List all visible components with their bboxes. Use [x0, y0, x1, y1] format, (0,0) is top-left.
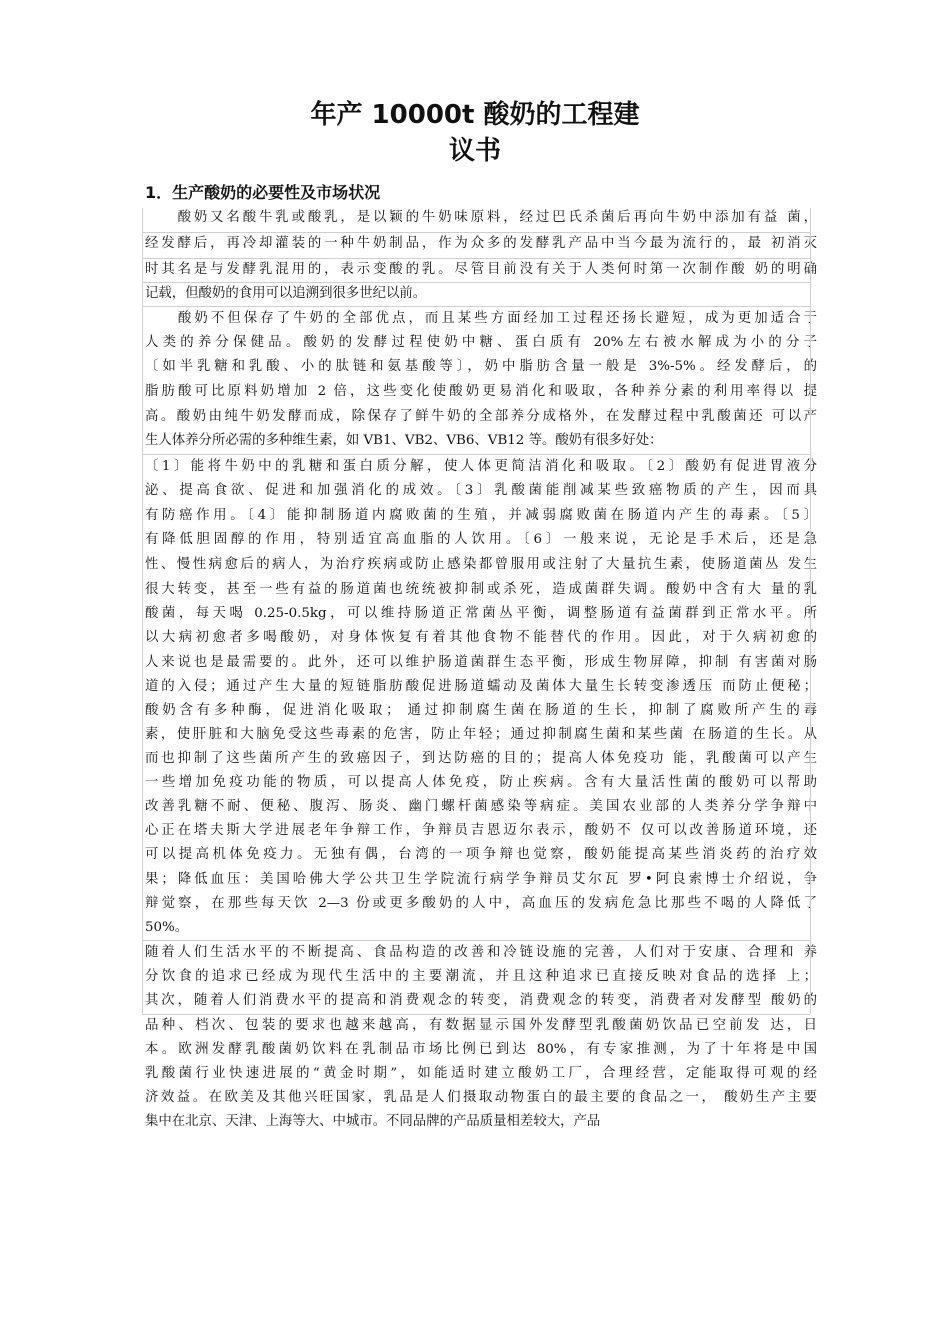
body-line: 高。酸奶由纯牛奶发酵而成，除保存了鲜牛奶的全部养分成格外，在发酵过程中乳酸菌还 可以产 — [145, 409, 817, 424]
body-line: 心正在塔夫斯大学进展老年争辩工作，争辩员吉恩迈尔表示，酸奶不 仅可以改善肠道环境，还 — [145, 823, 817, 838]
body-line: 以大病初愈者多喝酸奶，对身体恢复有着其他食物不能替代的作用。因此，对于久病初愈的 — [145, 630, 817, 645]
body-line: 很大转变，甚至一些有益的肠道菌也统统被抑制或杀死，造成菌群失调。酸奶中含有大 量的乳 — [145, 582, 817, 597]
body-line: 改善乳糖不耐、便秘、腹泻、肠炎、幽门螺杆菌感染等病症。美国农业部的人类养分学争辩中 — [145, 799, 817, 814]
body-line: 〔如半乳糖和乳酸、小的肽链和氨基酸等〕，奶中脂肪含量一般是 3%-5%。经发酵后，的 — [145, 359, 817, 374]
body-line: 人类的养分保健品。酸奶的发酵过程使奶中糖、蛋白质有 20%左右被水解成为小的分子 — [145, 335, 817, 350]
document-title-line-1: 年产 10000t 酸奶的工程建 — [310, 100, 640, 130]
frame-rule — [142, 232, 810, 233]
frame-rule — [810, 208, 811, 1014]
frame-rule — [142, 940, 810, 941]
body-line: 记载，但酸奶的食用可以追溯到很多世纪以前。 — [145, 286, 427, 301]
frame-rule — [142, 208, 143, 1014]
frame-rule — [142, 282, 810, 283]
body-line: 一些增加免疫功能的物质，可以提高人体免疫，防止疾病。含有大量活性菌的酸奶可以帮助 — [145, 775, 817, 790]
body-line: 道的入侵；通过产生大量的短链脂肪酸促进肠道蠕动及菌体大量生长转变渗透压 而防止便秘； — [145, 679, 817, 694]
body-line: 经发酵后，再冷却灌装的一种牛奶制品，作为众多的发酵乳产品中当今最为流行的，最 初消灭 — [145, 236, 817, 251]
frame-rule — [142, 454, 810, 455]
body-line: 酸奶又名酸牛乳或酸乳，是以颖的牛奶味原料，经过巴氏杀菌后再向牛奶中添加有益 菌， — [145, 210, 817, 225]
body-line: 本。欧洲发酵乳酸菌奶饮料在乳制品市场比例已到达 80%，有专家推测，为了十年将是中国 — [145, 1042, 817, 1057]
frame-rule — [142, 306, 810, 307]
body-line: 乳酸菌行业快速进展的“黄金时期”，如能适时建立酸奶工厂，合理经营，定能取得可观的经 — [145, 1066, 817, 1081]
body-line: 酸菌，每天喝 0.25-0.5kg，可以维持肠道正常菌丛平衡，调整肠道有益菌群到正常水平。所 — [145, 606, 817, 621]
body-line: 泌、提高食欲、促进和加强消化的成效。〔3〕乳酸菌能削减某些致癌物质的产生，因而具 — [145, 483, 817, 498]
body-line: 随着人们生活水平的不断提高、食品构造的改善和冷链设施的完善，人们对于安康、合理和 养 — [145, 945, 817, 960]
body-line: 素，使肝脏和大脑免受这些毒素的危害，防止年轻；通过抑制腐生菌和某些菌 在肠道的生长。从 — [145, 727, 817, 742]
body-line: 酸奶含有多种酶，促进消化吸取； 通过抑制腐生菌在肠道的生长，抑制了腐败所产生的毒 — [145, 703, 817, 718]
body-line: 辩觉察，在那些每天饮 2—3 份或更多酸奶的人中，高血压的发病危急比那些不喝的人降低了 — [145, 896, 817, 911]
body-line: 50%。 — [145, 920, 189, 935]
body-line: 集中在北京、天津、上海等大、中城市。不同品牌的产品质量相差较大，产品 — [145, 1114, 601, 1129]
body-line: 品种、档次、包装的要求也越来越高，有数据显示国外发酵型乳酸菌奶饮品已空前发 达，日 — [145, 1018, 817, 1033]
body-line: 而也抑制了这些菌所产生的致癌因子，到达防癌的目的；提高人体免疫功 能，乳酸菌可以产生 — [145, 751, 817, 766]
body-line: 生人体养分所必需的多种维生素，如 VB1、VB2、VB6、VB12 等。酸奶有很多好处： — [145, 433, 663, 448]
body-line: 济效益。在欧美及其他兴旺国家，乳品是人们摄取动物蛋白的最主要的食品之一， 酸奶生产主要 — [145, 1090, 817, 1105]
body-line: 〔1〕能将牛奶中的乳糖和蛋白质分解，使人体更简洁消化和吸取。〔2〕酸奶有促进胃液分 — [145, 459, 817, 474]
body-line: 有防癌作用。〔4〕能抑制肠道内腐败菌的生殖，并减弱腐败菌在肠道内产生的毒素。〔5〕 — [145, 508, 817, 523]
body-line: 人来说也是最需要的。此外，还可以维护肠道菌群生态平衡，形成生物屏障，抑制 有害菌对肠 — [145, 655, 817, 670]
body-line: 可以提高机体免疫力。无独有偶，台湾的一项争辩也觉察，酸奶能提高某些消炎药的治疗效 — [145, 847, 817, 862]
body-line: 分饮食的追求已经成为现代生活中的主要潮流，并且这种追求已直接反映对食品的选择 上； — [145, 969, 817, 984]
body-line: 脂肪酸可比原料奶增加 2 倍，这些变化使酸奶更易消化和吸取，各种养分素的利用率得以 提 — [145, 384, 817, 399]
body-line: 时其名是与发酵乳混用的，表示变酸的乳。尽管目前没有关于人类何时第一次制作酸 奶的明确 — [145, 262, 817, 277]
document-title-line-2: 议书 — [448, 136, 501, 166]
body-line: 有降低胆固醇的作用，特别适宜高血脂的人饮用。〔6〕一般来说，无论是手术后，还是急 — [145, 532, 817, 547]
section-heading: 1．生产酸奶的必要性及市场状况 — [145, 183, 381, 202]
body-line: 酸奶不但保存了牛奶的全部优点，而且某些方面经加工过程还扬长避短，成为更加适合于 — [145, 311, 817, 326]
body-line: 其次，随着人们消费水平的提高和消费观念的转变，消费观念的转变，消费者对发酵型 酸奶的 — [145, 993, 817, 1008]
frame-rule — [142, 1014, 810, 1015]
body-line: 性、慢性病愈后的病人，为治疗疾病或防止感染都曾服用或注射了大量抗生素，使肠道菌丛 发生 — [145, 557, 817, 572]
body-line: 果；降低血压：美国哈佛大学公共卫生学院流行病学争辩员艾尔瓦 罗•阿良索博士介绍说，争 — [145, 872, 817, 887]
frame-rule — [142, 258, 810, 259]
